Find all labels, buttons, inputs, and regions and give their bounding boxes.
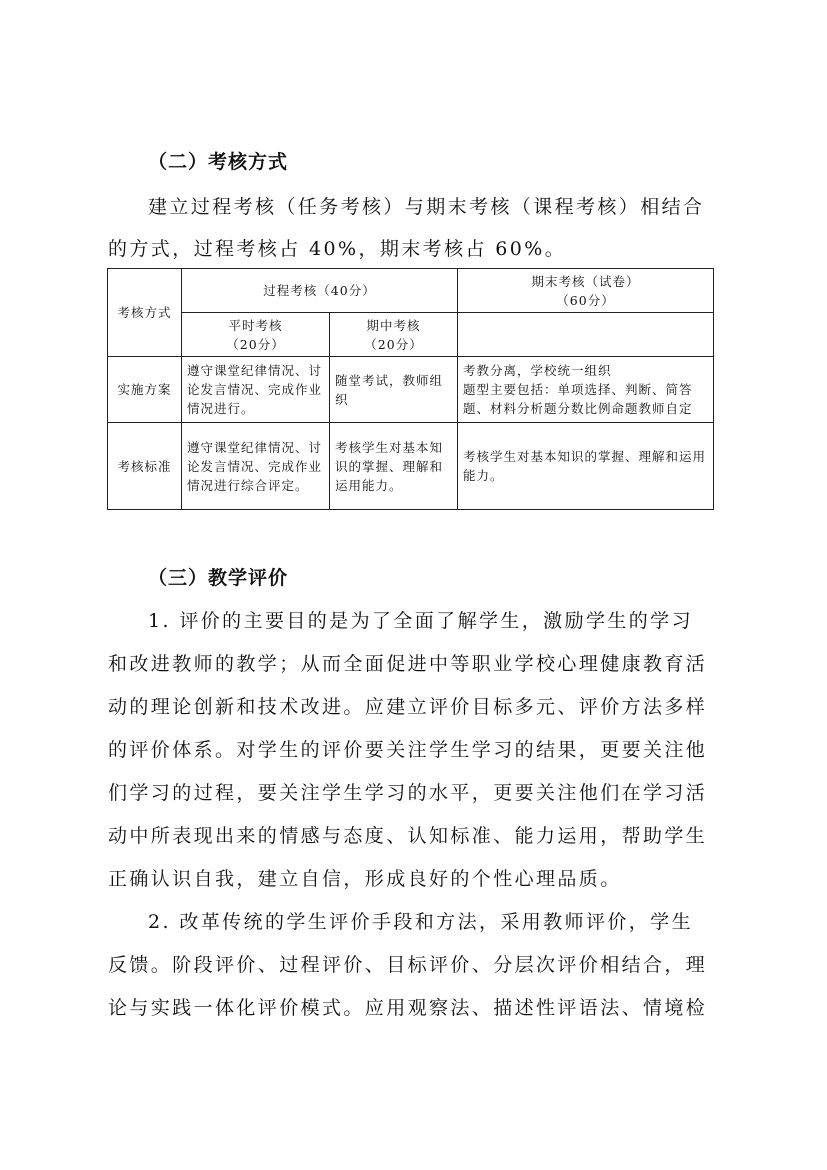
midterm-header-line-1: 期中考核 xyxy=(366,317,421,333)
cell-daily-header xyxy=(182,313,330,357)
cell-plan-label: 实施方案 xyxy=(108,357,182,423)
cell-standard-label: 考核标准 xyxy=(108,423,182,510)
cell-plan-daily: 遵守课堂纪律情况、讨论发言情况、完成作业情况进行。 xyxy=(182,357,330,423)
daily-header-line-2: （20分） xyxy=(226,336,285,352)
section-heading-assessment-method: （二）考核方式 xyxy=(148,151,289,173)
midterm-header-line-2: （20分） xyxy=(364,336,423,352)
table-row-plan xyxy=(108,357,714,423)
intro-paragraph-line-1: 建立过程考核（任务考核）与期末考核（课程考核）相结合 xyxy=(148,196,705,218)
p1-line-4: 的评价体系。对学生的评价要关注学生学习的结果，更要关注他 xyxy=(108,739,708,761)
section-heading-teaching-evaluation: （三）教学评价 xyxy=(148,567,289,589)
p2-line-3: 论与实践一体化评价模式。应用观察法、描述性评语法、情境检 xyxy=(108,997,708,1019)
daily-header-line-1: 平时考核 xyxy=(228,317,283,333)
plan-final-line-1: 考教分离，学校统一组织 xyxy=(463,363,612,378)
final-header-line-2: （60分） xyxy=(556,292,615,308)
p1-line-5: 们学习的过程，要关注学生学习的水平，更要关注他们在学习活 xyxy=(108,782,708,804)
cell-plan-midterm: 随堂考试，教师组织 xyxy=(330,357,458,423)
assessment-table xyxy=(107,268,714,510)
p1-line-6: 动中所表现出来的情感与态度、认知标准、能力运用，帮助学生 xyxy=(108,825,708,847)
p2-line-1: 2. 改革传统的学生评价手段和方法，采用教师评价，学生 xyxy=(148,911,693,933)
final-header-line-1: 期末考核（试卷） xyxy=(531,273,640,289)
cell-method-header: 考核方式 xyxy=(108,269,182,357)
cell-standard-daily: 遵守课堂纪律情况、讨论发言情况、完成作业情况进行综合评定。 xyxy=(182,423,330,510)
p1-line-3: 动的理论创新和技术改进。应建立评价目标多元、评价方法多样 xyxy=(108,696,708,718)
p2-line-2: 反馈。阶段评价、过程评价、目标评价、分层次评价相结合，理 xyxy=(108,954,708,976)
cell-process-header: 过程考核（40分） xyxy=(182,269,458,313)
intro-paragraph-line-2: 的方式，过程考核占 40%，期末考核占 60%。 xyxy=(108,238,567,260)
table-header-row xyxy=(108,269,714,313)
cell-plan-final xyxy=(458,357,714,423)
cell-standard-final: 考核学生对基本知识的掌握、理解和运用能力。 xyxy=(458,423,714,510)
table-subheader-row xyxy=(108,313,714,357)
p1-line-2: 和改进教师的教学；从而全面促进中等职业学校心理健康教育活 xyxy=(108,653,708,675)
cell-final-header xyxy=(458,269,714,313)
p1-line-1: 1. 评价的主要目的是为了全面了解学生，激励学生的学习 xyxy=(148,610,693,632)
cell-standard-midterm: 考核学生对基本知识的掌握、理解和运用能力。 xyxy=(330,423,458,510)
plan-final-line-2: 题型主要包括：单项选择、判断、简答题、材料分析题分数比例命题教师自定 xyxy=(463,382,693,416)
table-row-standard xyxy=(108,423,714,510)
cell-final-sub-empty xyxy=(458,313,714,357)
p1-line-7: 正确认识自我，建立自信，形成良好的个性心理品质。 xyxy=(108,868,622,890)
cell-midterm-header xyxy=(330,313,458,357)
